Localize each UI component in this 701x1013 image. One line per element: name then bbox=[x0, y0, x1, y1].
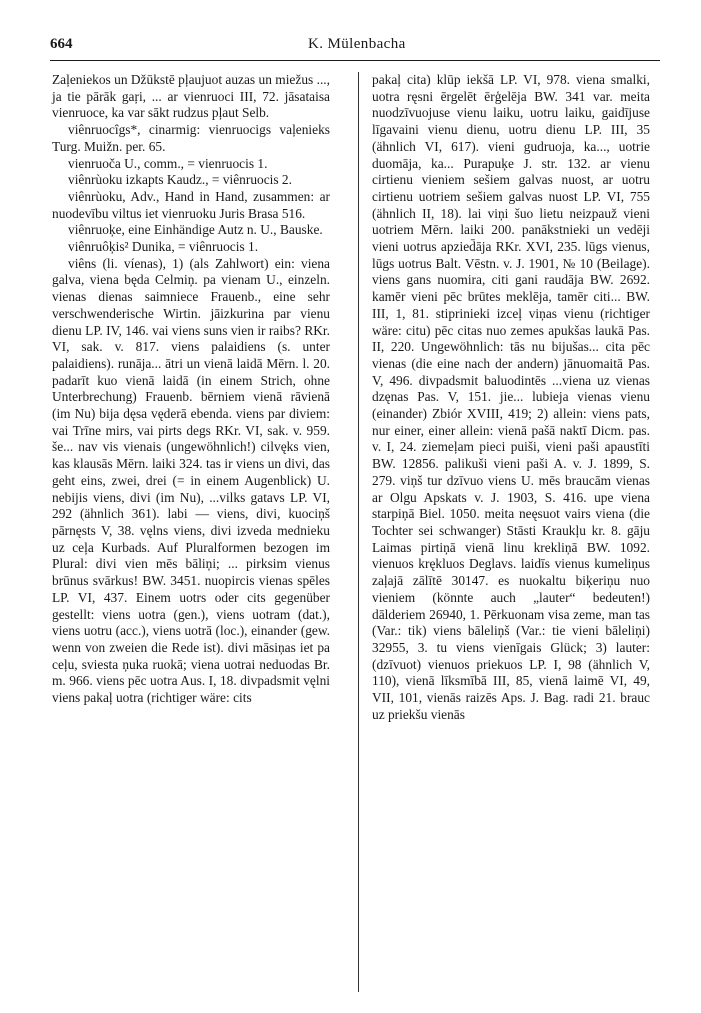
dictionary-entry: viênrùoku, Adv., Hand in Hand, zusammen: ar nuodevību viltus iet vienruoku Juris Brasa 516. bbox=[52, 188, 330, 221]
dictionary-entry: viênruôķis² Dunika, = viênruocis 1. bbox=[68, 239, 259, 255]
column-divider bbox=[358, 72, 359, 992]
running-title: K. Mülenbacha bbox=[308, 36, 406, 52]
header-rule bbox=[50, 60, 660, 61]
dictionary-entry: viênruocîgs*, cinarmig: vienruocigs vaļenieks Turg. Muižn. per. 65. bbox=[52, 122, 330, 154]
paragraph: Zaļeniekos un Džūkstē pļaujuot auzas un miežus ..., ja tie pārāk gaŗi, ... ar vienruoci III, 72. jāsataisa vienruoce, ka var sākt rudzus pļaut Selb. bbox=[52, 72, 330, 121]
dictionary-entry: viênruoķe, eine Einhändige Autz n. U., Bauske. bbox=[68, 222, 323, 238]
dictionary-entry: vienruoča U., comm., = vienruocis 1. bbox=[68, 155, 268, 171]
right-column bbox=[372, 72, 650, 723]
left-column bbox=[52, 72, 330, 707]
page-header bbox=[50, 36, 655, 58]
dictionary-entry: viênrùoku izkapts Kaudz., = viênruocis 2. bbox=[68, 172, 292, 188]
paragraph: pakaļ cita) klūp iekšā LP. VI, 978. viena smalki, uotra ręsni ērgelēt ērģelēja BW. 341 var. meita nuodzīvuojuse vienu laiku, uotru laiku, gaidījuse līgavaini vienu dienu, uotru dienu LP. III, 35 (ähnlich VI, 617). vieni gudruoja, ka..., uotrie duomāja, ka... Purapuķe J. str. 132. ar vienu cirtienu vieniem sešiem galvas nuost, ar uotru cirtienu uotriem sešiem galvas nuost LP. VI, 755 (ähnlich II, 18). lai viņi šuo lietu neizpauž vieni uotriem Mērn. laiki 200. panākstnieki un vedēji vieni uotrus apzied̄āja RKr. XVI, 235. lūgs vienus, lūgs uotrus Balt. Vēstn. v. J. 1901, № 10 (Beilage). viens gans nuomira, citi gani raudāja BW. 2692. kamēr vieni pēc brūtes meklēja, tamēr citi... BW. III, 1, 81. stiprinieki izceļ viņas vienu (richtiger wäre: citu) pēc citas nuo zemes apukšas laukā Pas. II, 220. Ungewöhnlich: tās nu bijušas... cita pēc vienas (die eine nach der andern) jānuomaitā Pas. V, 496. divpadsmit baluodintēs ...viena uz vienas dzęnas Pas. V, 151. jie... lubieja vienas vienu (einander) Zbiór XVIII, 419; 2) allein: viens pats, nur einer, einer allein: vienā pašā naktī Dicm. pas. v. I, 24. ziemeļam pieci puiši, vieni paši apaustīti BW. 12856. palikuši vieni paši A. v. J. 1899, S. 279. viņš tur dzīvuo viens U. mēs braucām vienas ar Olgu Apskats v. J. 1903, S. 416. upe viena starpiņā Biel. 1050. meita neęsuot vairs viena (die Tochter sei schwanger) Stāsti Kraukļu kr. 8. gāju Laimas pirtiņā vienā linu krekliņā BW. 1092. vienuos krękluos Deglavs. laidīs vienus kumeliņus zaļajā zālītē 30147. es nuokaltu biķeriņu nuo vieniem (könnte auch „lauter“ bedeuten!) dālderiem 26940, 1. Pērkuonam visa zeme, man tas (Var.: tik) viens bāleliņš (Var.: tie vieni bāleliņi) 32955, 3. tu viens vienīgais Glück; 3) lauter: (dzīvuot) vienuos priekuos LP. I, 98 (ähnlich V, 110), vienā līksmībā III, 85, vienā laimē VI, 49, VII, 101, vienās raizēs Aps. J. Bag. radi 21. brauc uz priekšu vienās bbox=[372, 72, 650, 722]
dictionary-entry: viêns (li. víenas), 1) (als Zahlwort) ein: viena galva, viena będa Celmiņ. pa vienam U., einzeln. vienas dienas saimniece Frauenb., eine sehr verschwenderische Wirtin. jāizkurina par vienu dienu LP. IV, 146. vai viens suns vien ir raibs? RKr. VI, sak. v. 817. viens palaidiens (s. unter palaidiens). runāja... ātri un vienā laidā Mērn. l. 20. padarīt kuo vienā laidā (in einem Strich, ohne Unterbrechung) Frauenb. bērniem vienā rāvienā (im Nu) bija dęsa vęderā ebenda. viens par diviem: vai Trīne mirs, vai pirts degs RKr. VI, sak. v. 959. še... nav vis vienais (ungewöhnlich!) cilvęks vien, kas klausās Mērn. laiki 324. tas ir viens un divi, das geht eins, zwei, drei (= in einem Augenblick) U. nebijis viens, divi (im Nu), ...vilks gatavs LP. VI, 292 (ähnlich 361). labi — viens, divi, kuociņš pārnęsts V, 38. vęlns viens, divi izveda mednieku uz ceļa Kurbads. Auf Pluralformen bezogen im Plural: divi vien mēs bāliņi; ... pirksim vienus brūnus svārkus! BW. 3451. nuopircis vienas spēles LP. VI, 437. Einem uotrs oder cits gegenüber gestellt: viens uotra (gen.), viens uotram (dat.), viens uotru (acc.), viens uotrā (loc.), einander (gew. wenn von zweien die Rede ist). divi māsiņas iet pa ceļu, sviesta ņuka ruokā; viena uotrai neduodas Br. m. 966. viens pēc uotra Aus. I, 18. divpadsmit vęlni viens pakaļ uotra (richtiger wäre: cits bbox=[52, 255, 330, 706]
page-number: 664 bbox=[50, 36, 73, 52]
